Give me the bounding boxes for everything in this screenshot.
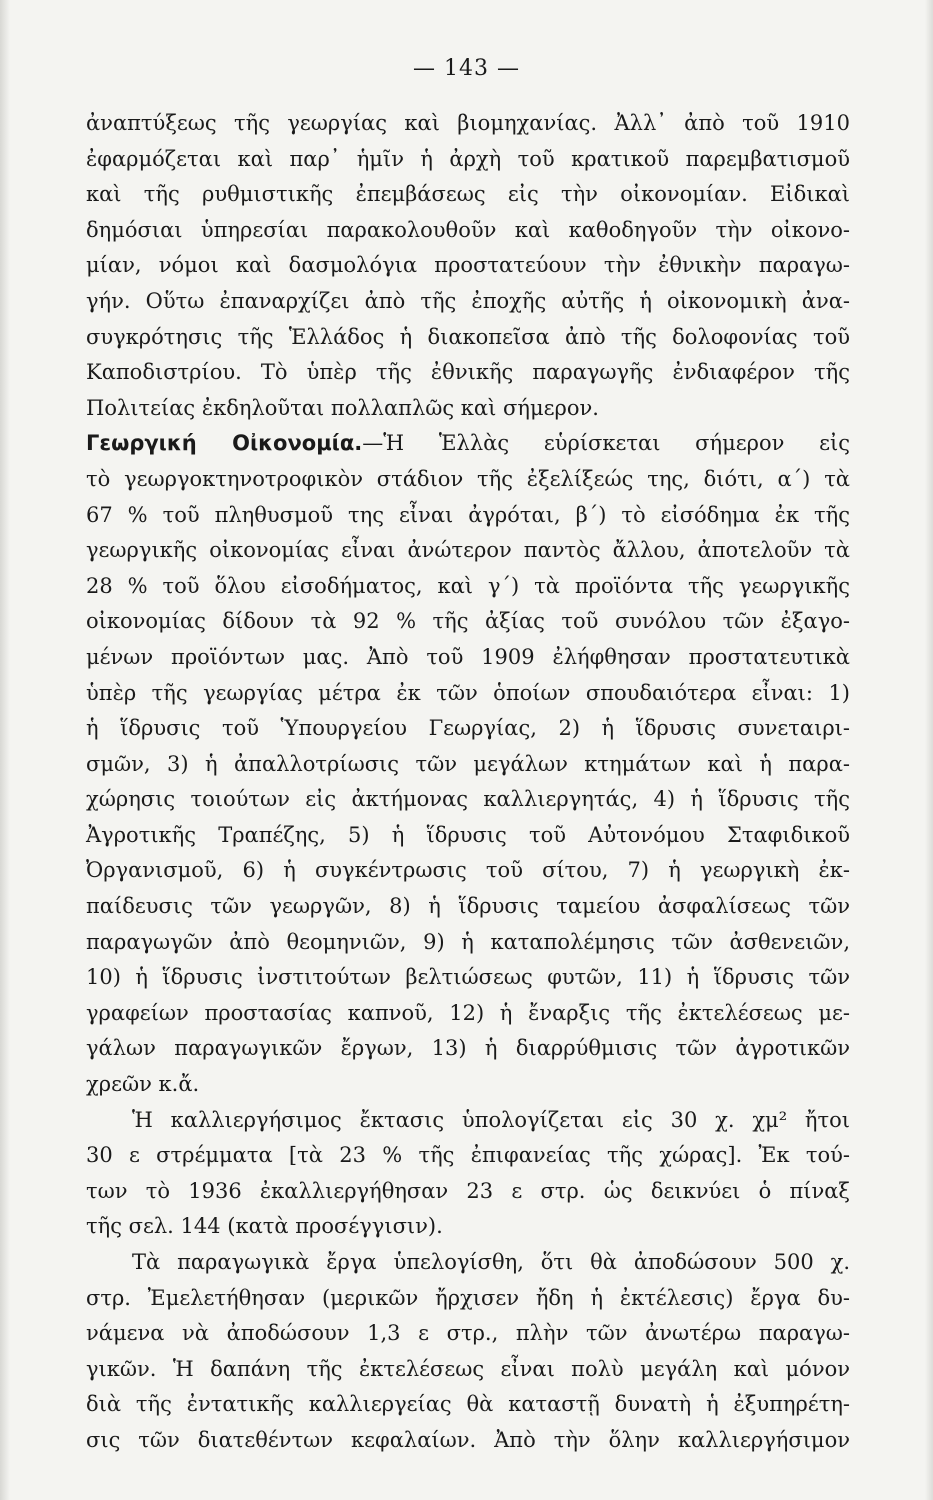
text-line: χώρησις τοιούτων εἰς ἀκτήμονας καλλιεργητάς, 4) ἡ ἵδρυσις τῆς xyxy=(86,787,850,812)
text-line: μένων προϊόντων μας. Ἀπὸ τοῦ 1909 ἐλήφθησαν προστατευτικὰ xyxy=(86,644,850,669)
text-line: δημόσιαι ὑπηρεσίαι παρακολουθοῦν καὶ καθοδηγοῦν τὴν οἰκονο- xyxy=(86,217,850,242)
text-line: ἀναπτύξεως τῆς γεωργίας καὶ βιομηχανίας. Ἀλλ᾿ ἀπὸ τοῦ 1910 xyxy=(86,111,850,135)
text-line: Τὰ παραγωγικὰ ἔργα ὑπελογίσθη, ὅτι θὰ ἀποδώσουν 500 χ. xyxy=(132,1250,850,1274)
text-line: Ἀγροτικῆς Τραπέζης, 5) ἡ ἵδρυσις τοῦ Αὐτονόμου Σταφιδικοῦ xyxy=(86,822,850,847)
text-line: γικῶν. Ἡ δαπάνη τῆς ἐκτελέσεως εἶναι πολὺ μεγάλη καὶ μόνον xyxy=(86,1356,850,1381)
text-line: γραφείων προστασίας καπνοῦ, 12) ἡ ἔναρξις τῆς ἐκτελέσεως με- xyxy=(86,1000,850,1025)
page-edge-left xyxy=(0,0,10,1500)
section-line xyxy=(86,426,850,462)
text-line: 67 % τοῦ πληθυσμοῦ της εἶναι ἀγρόται, β΄) τὸ εἰσόδημα ἐκ τῆς xyxy=(86,502,850,527)
text-line: Πολιτείας ἐκδηλοῦται πολλαπλῶς καὶ σήμερον. xyxy=(86,395,599,420)
text-line: μίαν, νόμοι καὶ δασμολόγια προστατεύουν τὴν ἐθνικὴν παραγω- xyxy=(86,253,850,278)
text-line: ἐφαρμόζεται καὶ παρ᾿ ἡμῖν ἡ ἀρχὴ τοῦ κρατικοῦ παρεμβατισμοῦ xyxy=(86,146,850,171)
text-line: χρεῶν κ.ἄ. xyxy=(86,1072,200,1097)
text-line: στρ. Ἐμελετήθησαν (μερικῶν ἤρχισεν ἤδη ἡ ἐκτέλεσις) ἔργα δυ- xyxy=(86,1285,850,1310)
body-text xyxy=(86,106,850,1459)
text-line: των τὸ 1936 ἐκαλλιεργήθησαν 23 ε στρ. ὡς δεικνύει ὁ πίναξ xyxy=(86,1178,850,1203)
section-heading: Γεωργική Οἰκονομία. xyxy=(86,431,363,456)
text-line: 10) ἡ ἵδρυσις ἰνστιτούτων βελτιώσεως φυτῶν, 11) ἡ ἵδρυσις τῶν xyxy=(86,965,850,990)
text-line: ἡ ἵδρυσις τοῦ Ὑπουργείου Γεωργίας, 2) ἡ ἵδρυσις συνεταιρι- xyxy=(86,716,850,741)
text-line: τὸ γεωργοκτηνοτροφικὸν στάδιον τῆς ἐξελίξεώς της, διότι, α΄) τὰ xyxy=(86,466,850,491)
page-number: — 143 — xyxy=(413,56,520,81)
text-line: καὶ τῆς ρυθμιστικῆς ἐπεμβάσεως εἰς τὴν οἰκονομίαν. Εἰδικαὶ xyxy=(86,182,850,207)
text-line: σμῶν, 3) ἡ ἀπαλλοτρίωσις τῶν μεγάλων κτημάτων καὶ ἡ παρα- xyxy=(86,751,850,776)
text-line: σις τῶν διατεθέντων κεφαλαίων. Ἀπὸ τὴν ὅλην καλλιεργήσιμον xyxy=(86,1427,850,1452)
text-line: Καποδιστρίου. Τὸ ὑπὲρ τῆς ἐθνικῆς παραγωγῆς ἐνδιαφέρον τῆς xyxy=(86,360,850,385)
text-line: τῆς σελ. 144 (κατὰ προσέγγισιν). xyxy=(86,1214,443,1239)
section-line-text: —Ἡ Ἑλλὰς εὑρίσκεται σήμερον εἰς xyxy=(362,431,851,456)
text-line: οἰκονομίας δίδουν τὰ 92 % τῆς ἀξίας τοῦ συνόλου τῶν ἐξαγο- xyxy=(86,609,850,634)
text-line: Ὀργανισμοῦ, 6) ἡ συγκέντρωσις τοῦ σίτου, 7) ἡ γεωργικὴ ἐκ- xyxy=(86,858,850,883)
text-line: Ἡ καλλιεργήσιμος ἔκτασις ὑπολογίζεται εἰς 30 χ. χμ² ἤτοι xyxy=(132,1107,850,1132)
text-line: νάμενα νὰ ἀποδώσουν 1,3 ε στρ., πλὴν τῶν ἀνωτέρω παραγω- xyxy=(86,1321,850,1346)
text-line: γάλων παραγωγικῶν ἔργων, 13) ἡ διαρρύθμισις τῶν ἀγροτικῶν xyxy=(86,1036,850,1061)
text-line: 28 % τοῦ ὅλου εἰσοδήματος, καὶ γ΄) τὰ προϊόντα τῆς γεωργικῆς xyxy=(86,573,850,598)
text-line: διὰ τῆς ἐντατικῆς καλλιεργείας θὰ καταστῇ δυνατὴ ἡ ἐξυπηρέτη- xyxy=(86,1392,850,1417)
page-edge-right xyxy=(925,0,933,1500)
text-line: γεωργικῆς οἰκονομίας εἶναι ἀνώτερον παντὸς ἄλλου, ἀποτελοῦν τὰ xyxy=(86,538,850,563)
text-line: 30 ε στρέμματα [τὰ 23 % τῆς ἐπιφανείας τῆς χώρας]. Ἐκ τού- xyxy=(86,1143,850,1168)
text-line: παίδευσις τῶν γεωργῶν, 8) ἡ ἵδρυσις ταμείου ἀσφαλίσεως τῶν xyxy=(86,894,850,919)
text-line: ὑπὲρ τῆς γεωργίας μέτρα ἐκ τῶν ὁποίων σπουδαιότερα εἶναι: 1) xyxy=(86,680,850,705)
text-line: παραγωγῶν ἀπὸ θεομηνιῶν, 9) ἡ καταπολέμησις τῶν ἀσθενειῶν, xyxy=(86,929,850,954)
text-line: συγκρότησις τῆς Ἑλλάδος ἡ διακοπεῖσα ἀπὸ τῆς δολοφονίας τοῦ xyxy=(86,324,850,349)
text-line: γήν. Οὕτω ἐπαναρχίζει ἀπὸ τῆς ἐποχῆς αὐτῆς ἡ οἰκονομικὴ ἀνα- xyxy=(86,288,850,313)
